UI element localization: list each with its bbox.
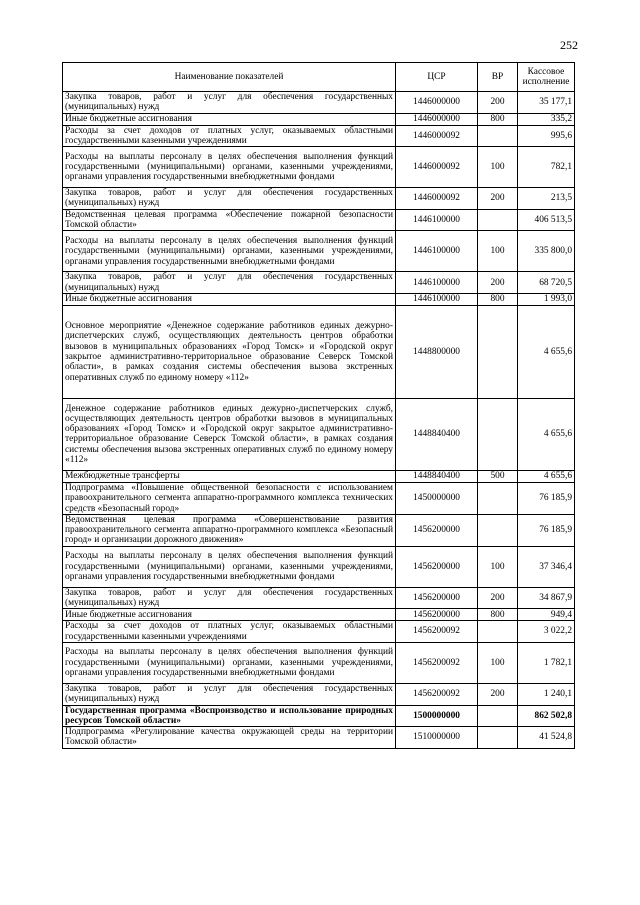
row-amount: 1 782,1: [518, 642, 575, 683]
row-amount: 4 655,6: [518, 305, 575, 398]
row-amount: 4 655,6: [518, 398, 575, 470]
row-amount: 4 655,6: [518, 470, 575, 482]
row-amount: 335,2: [518, 113, 575, 125]
row-amount: 1 240,1: [518, 683, 575, 705]
row-name: Иные бюджетные ассигнования: [63, 293, 396, 305]
table-row: [63, 188, 575, 210]
row-amount: 213,5: [518, 188, 575, 210]
row-csr: 1510000000: [396, 727, 478, 749]
table-row: [63, 272, 575, 294]
row-amount: 1 993,0: [518, 293, 575, 305]
row-name: Расходы на выплаты персоналу в целях обеспечения выполнения функций государственными (муниципальными) органами, казенными учреждениями, органами управления государственными внебюджетными фондами: [63, 642, 396, 683]
row-name: Подпрограмма «Регулирование качества окружающей среды на территории Томской области»: [63, 727, 396, 749]
row-vr: 100: [478, 147, 518, 188]
row-amount: 782,1: [518, 147, 575, 188]
row-amount: 37 346,4: [518, 546, 575, 587]
row-name: Иные бюджетные ассигнования: [63, 609, 396, 621]
row-vr: 100: [478, 642, 518, 683]
table-row: [63, 482, 575, 514]
row-vr: 200: [478, 587, 518, 609]
row-vr: 200: [478, 188, 518, 210]
budget-execution-table: [62, 62, 575, 749]
table-row: [63, 705, 575, 727]
table-row: [63, 514, 575, 546]
header-csr: ЦСР: [396, 63, 478, 92]
row-vr: [478, 482, 518, 514]
table-row: [63, 125, 575, 147]
row-vr: 100: [478, 231, 518, 272]
row-csr: 1446000000: [396, 92, 478, 114]
row-name: Денежное содержание работников единых дежурно-диспетчерских служб, осуществляющих деятельность центров обработки вызовов в муниципальных образованиях «Город Томск» и «Городской округ закрытое административно-территориальное образование Северск Томской области», в рамках создания системы обеспечения вызова экстренных оперативных служб по единому номеру «112»: [63, 398, 396, 470]
row-name: Расходы за счет доходов от платных услуг, оказываемых областными государственными казенными учреждениями: [63, 621, 396, 643]
table-row: [63, 683, 575, 705]
row-vr: [478, 727, 518, 749]
row-name: Ведомственная целевая программа «Обеспечение пожарной безопасности Томской области»: [63, 209, 396, 231]
row-name: Расходы за счет доходов от платных услуг, оказываемых областными государственными казенными учреждениями: [63, 125, 396, 147]
row-vr: [478, 398, 518, 470]
row-amount: 41 524,8: [518, 727, 575, 749]
row-vr: [478, 621, 518, 643]
row-csr: 1446100000: [396, 231, 478, 272]
row-amount: 68 720,5: [518, 272, 575, 294]
page-number: 252: [560, 38, 578, 52]
row-vr: 800: [478, 293, 518, 305]
row-csr: 1446100000: [396, 293, 478, 305]
table-body: [63, 92, 575, 749]
table-row: [63, 546, 575, 587]
table-row: [63, 231, 575, 272]
row-vr: [478, 705, 518, 727]
row-name: Подпрограмма «Повышение общественной безопасности с использованием правоохранительного сегмента аппаратно-программного комплекса технических средств «Безопасный город»: [63, 482, 396, 514]
row-csr: 1456200092: [396, 621, 478, 643]
row-vr: 200: [478, 92, 518, 114]
table-row: [63, 293, 575, 305]
row-name: Расходы на выплаты персоналу в целях обеспечения выполнения функций государственными (муниципальными) органами, казенными учреждениями, органами управления государственными внебюджетными фондами: [63, 546, 396, 587]
row-csr: 1448800000: [396, 305, 478, 398]
row-vr: 200: [478, 272, 518, 294]
row-name: Закупка товаров, работ и услуг для обеспечения государственных (муниципальных) нужд: [63, 683, 396, 705]
row-name: Основное мероприятие «Денежное содержание работников единых дежурно-диспетчерских служб, осуществляющих деятельность центров обработки вызовов в муниципальных образованиях «Город Томск» и «Городской округ закрытое административно-территориальное образование Северск Томской области», в рамках создания системы обеспечения вызова экстренных оперативных служб по единому номеру «112»: [63, 305, 396, 398]
header-vr: ВР: [478, 63, 518, 92]
row-csr: 1456200000: [396, 546, 478, 587]
row-csr: 1446000092: [396, 147, 478, 188]
row-csr: 1446000092: [396, 125, 478, 147]
row-amount: 34 867,9: [518, 587, 575, 609]
row-csr: 1446100000: [396, 209, 478, 231]
row-amount: 862 502,8: [518, 705, 575, 727]
row-amount: 35 177,1: [518, 92, 575, 114]
row-csr: 1448840400: [396, 470, 478, 482]
table-row: [63, 642, 575, 683]
row-name: Закупка товаров, работ и услуг для обеспечения государственных (муниципальных) нужд: [63, 92, 396, 114]
row-csr: 1446000092: [396, 188, 478, 210]
table-row: [63, 470, 575, 482]
row-amount: 949,4: [518, 609, 575, 621]
row-amount: 335 800,0: [518, 231, 575, 272]
row-csr: 1456200000: [396, 514, 478, 546]
row-csr: 1456200000: [396, 587, 478, 609]
table-row: [63, 305, 575, 398]
row-csr: 1500000000: [396, 705, 478, 727]
table-row: [63, 587, 575, 609]
row-vr: 500: [478, 470, 518, 482]
row-name: Расходы на выплаты персоналу в целях обеспечения выполнения функций государственными (муниципальными) органами, казенными учреждениями, органами управления государственными внебюджетными фондами: [63, 231, 396, 272]
row-csr: 1456200092: [396, 642, 478, 683]
table-row: [63, 398, 575, 470]
row-name: Закупка товаров, работ и услуг для обеспечения государственных (муниципальных) нужд: [63, 272, 396, 294]
row-name: Межбюджетные трансферты: [63, 470, 396, 482]
row-vr: [478, 305, 518, 398]
row-vr: 200: [478, 683, 518, 705]
table-row: [63, 92, 575, 114]
table-row: [63, 209, 575, 231]
row-csr: 1446000000: [396, 113, 478, 125]
row-amount: 406 513,5: [518, 209, 575, 231]
table-header-row: [63, 63, 575, 92]
row-vr: 800: [478, 113, 518, 125]
table-row: [63, 609, 575, 621]
row-amount: 76 185,9: [518, 482, 575, 514]
header-amount: Кассовое исполнение: [518, 63, 575, 92]
row-name: Иные бюджетные ассигнования: [63, 113, 396, 125]
row-name: Расходы на выплаты персоналу в целях обеспечения выполнения функций государственными (муниципальными) органами, казенными учреждениями, органами управления государственными внебюджетными фондами: [63, 147, 396, 188]
row-vr: [478, 125, 518, 147]
row-amount: 76 185,9: [518, 514, 575, 546]
row-name: Государственная программа «Воспроизводство и использование природных ресурсов Томской области»: [63, 705, 396, 727]
row-csr: 1446100000: [396, 272, 478, 294]
table-row: [63, 727, 575, 749]
table-row: [63, 621, 575, 643]
row-vr: [478, 209, 518, 231]
row-vr: 100: [478, 546, 518, 587]
row-amount: 995,6: [518, 125, 575, 147]
row-csr: 1456200000: [396, 609, 478, 621]
row-vr: 800: [478, 609, 518, 621]
row-amount: 3 022,2: [518, 621, 575, 643]
row-csr: 1456200092: [396, 683, 478, 705]
header-name: Наименование показателей: [63, 63, 396, 92]
table-row: [63, 147, 575, 188]
row-name: Закупка товаров, работ и услуг для обеспечения государственных (муниципальных) нужд: [63, 587, 396, 609]
row-name: Закупка товаров, работ и услуг для обеспечения государственных (муниципальных) нужд: [63, 188, 396, 210]
table-row: [63, 113, 575, 125]
row-vr: [478, 514, 518, 546]
row-csr: 1450000000: [396, 482, 478, 514]
row-name: Ведомственная целевая программа «Совершенствование развития правоохранительного сегмента аппаратно-программного комплекса «Безопасный город» и организации дорожного движения»: [63, 514, 396, 546]
row-csr: 1448840400: [396, 398, 478, 470]
